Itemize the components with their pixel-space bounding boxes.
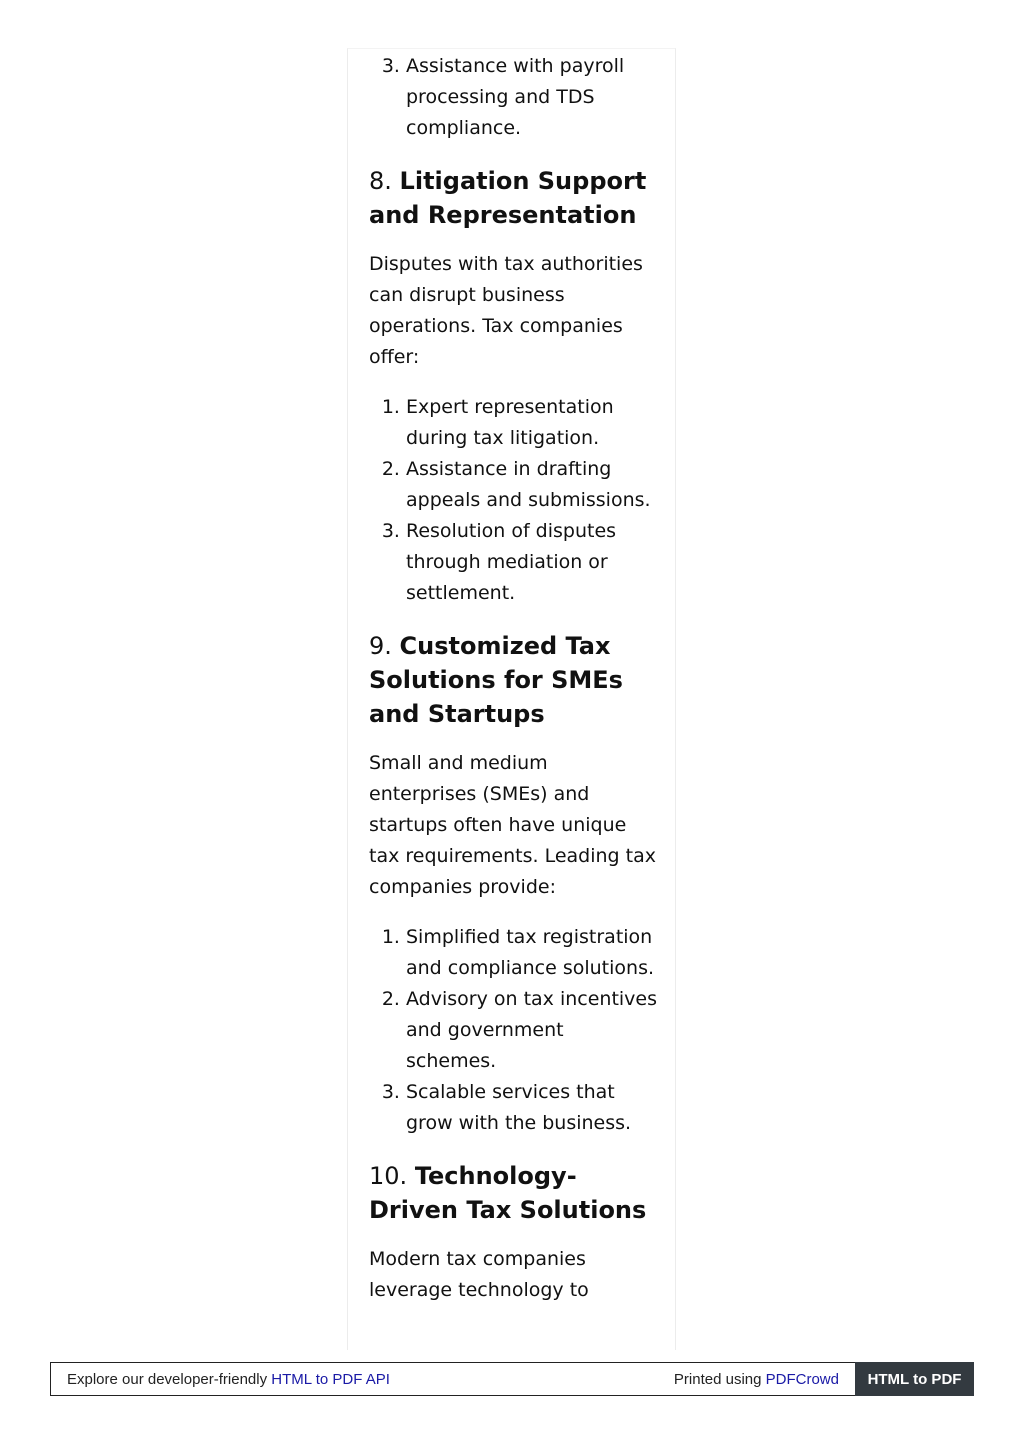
pdfcrowd-footer <box>50 1362 974 1396</box>
list-item: 1. Simplified tax registration and compliance solutions. <box>406 922 659 984</box>
section-title: Technology-Driven Tax Solutions <box>369 1162 647 1224</box>
section-heading-10 <box>369 1159 659 1227</box>
footer-left-text: Explore our developer-friendly <box>67 1370 272 1388</box>
section-list <box>369 392 659 609</box>
section-heading-9 <box>369 629 659 731</box>
pdfcrowd-link[interactable]: PDFCrowd <box>765 1370 839 1388</box>
article-content <box>369 49 659 1306</box>
continued-list <box>369 51 659 144</box>
article-column <box>347 48 676 1350</box>
section-paragraph: Disputes with tax authorities can disrupt business operations. Tax companies offer: <box>369 253 643 368</box>
section-list <box>369 922 659 1139</box>
footer-left <box>51 1371 674 1388</box>
list-item: 2. Assistance in drafting appeals and submissions. <box>406 454 659 516</box>
section-heading-8 <box>369 164 659 232</box>
list-item: 2. Advisory on tax incentives and government schemes. <box>406 984 659 1077</box>
section-title: Litigation Support and Representation <box>369 167 647 229</box>
section-number: 9. <box>369 632 392 660</box>
footer-right <box>674 1371 855 1388</box>
footer-right-text: Printed using <box>673 1370 766 1388</box>
list-item: 1. Expert representation during tax litigation. <box>406 392 659 454</box>
list-item: 3. Assistance with payroll processing and TDS compliance. <box>406 51 659 144</box>
section-paragraph: Small and medium enterprises (SMEs) and startups often have unique tax requirements. Leading tax companies provide: <box>369 752 656 898</box>
section-paragraph: Modern tax companies leverage technology to <box>369 1248 589 1301</box>
list-item: 3. Resolution of disputes through mediation or settlement. <box>406 516 659 609</box>
section-title: Customized Tax Solutions for SMEs and Startups <box>369 632 623 728</box>
html-to-pdf-badge[interactable]: HTML to PDF <box>855 1362 974 1396</box>
section-number: 10. <box>369 1162 408 1190</box>
html-to-pdf-api-link[interactable]: HTML to PDF API <box>271 1370 390 1388</box>
list-item: 3. Scalable services that grow with the business. <box>406 1077 659 1139</box>
section-number: 8. <box>369 167 392 195</box>
